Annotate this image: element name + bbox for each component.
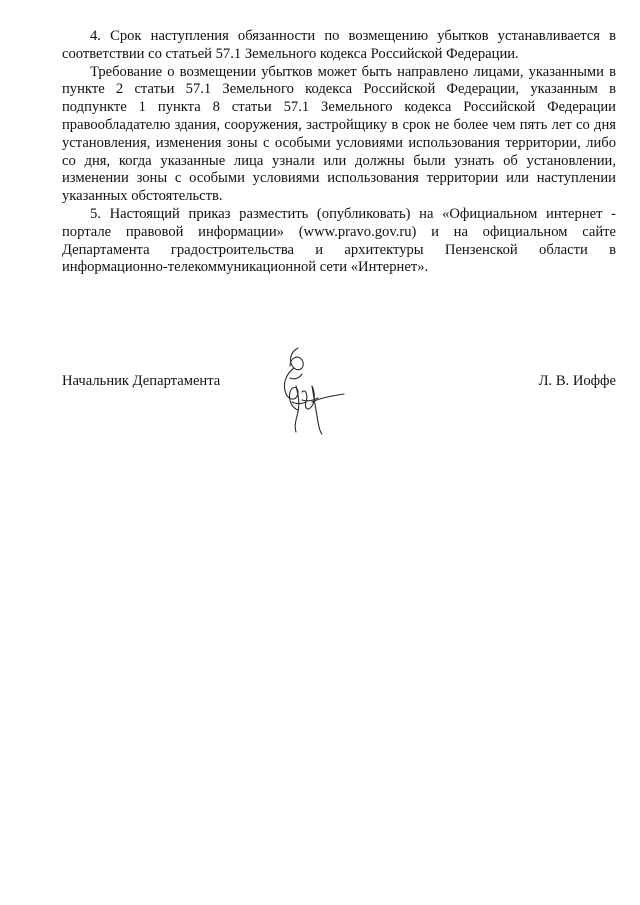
paragraph-damages-claim: Требование о возмещении убытков может быть направлено лицами, указанными в пункте 2 статьи 57.1 Земельного кодекса Российской Федерации, указанным в подпункте 1 пункта 8 статьи 57.1 Земельного кодекса Российской Федерации правообладателю здания, сооружения, застройщику в срок не более чем пять лет со дня установления, изменения зоны с особыми условиями использования территории, либо со дня, когда указанные лица узнали или должны были узнать об установлении, изменении зоны с особыми условиями использования территории или наступлении указанных обстоятельств. [62,63,616,205]
document-body [62,28,616,277]
paragraph-item-4-damages-term: 4. Срок наступления обязанности по возмещению убытков устанавливается в соответствии со статьей 57.1 Земельного кодекса Российской Федерации. [62,28,616,62]
paragraph-item-5-publication: 5. Настоящий приказ разместить (опубликовать) на «Официальном интернет - портале правовой информации» (www.pravo.gov.ru) и на официальном сайте Департамента градостроительства и архитектуры Пензенской области в информационно-телекоммуникационной сети «Интернет». [62,205,616,276]
handwritten-signature [268,342,348,436]
signatory-position: Начальник Департамента [62,373,221,389]
signatory-name: Л. В. Иоффе [538,373,616,389]
